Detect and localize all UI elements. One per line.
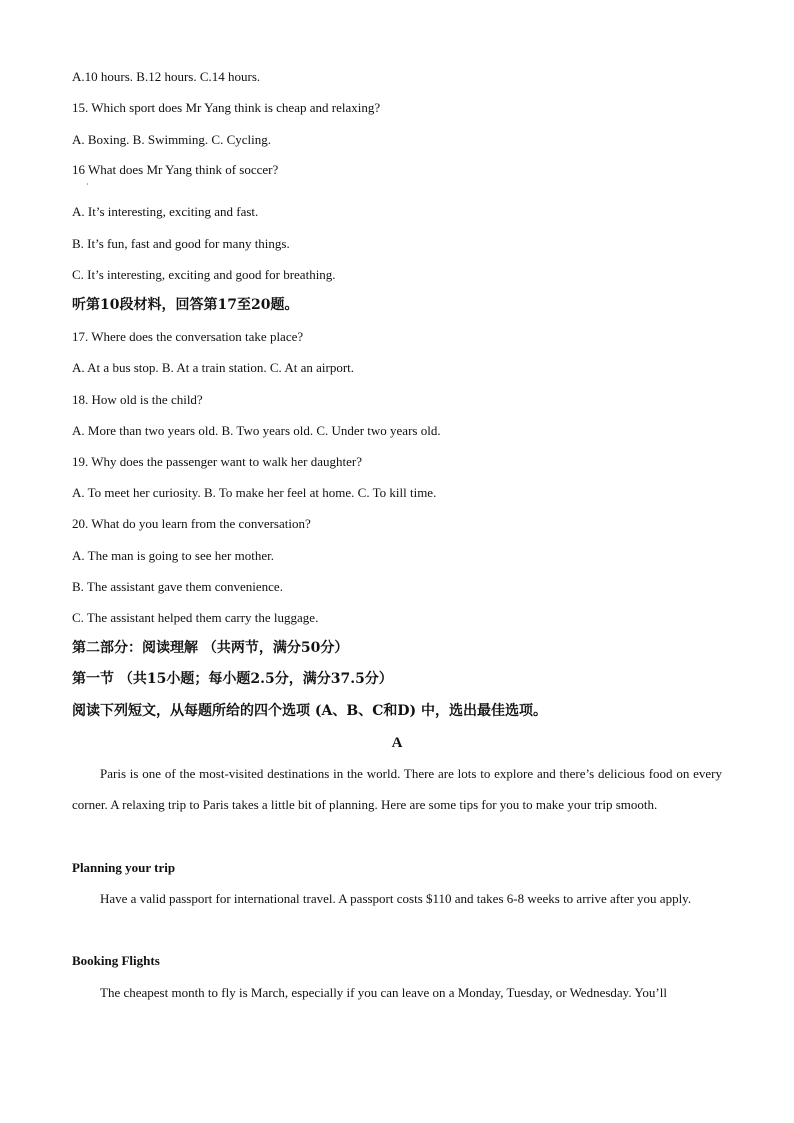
section-instruction-10: 听第10段材料，回答第17至20题。 [72,297,299,313]
q20-option-b: B. The assistant gave them convenience. [72,579,283,594]
passage-paragraph-2: Have a valid passport for international travel. A passport costs $110 and takes 6-8 weeks to arrive after you apply. [100,891,692,906]
question-20: 20. What do you learn from the conversation? [72,516,311,531]
q18-options: A. More than two years old. B. Two years old. C. Under two years old. [72,423,441,438]
q16-option-a: A. It’s interesting, exciting and fast. [72,204,259,219]
q15-options: A. Boxing. B. Swimming. C. Cycling. [72,132,271,147]
subheading-booking: Booking Flights [72,953,160,968]
section-one-heading: 第一节 （共15小题；每小题2.5分，满分37.5分） [72,671,393,687]
question-19: 19. Why does the passenger want to walk her daughter? [72,454,363,469]
q16-option-c: C. It’s interesting, exciting and good for breathing. [72,267,336,282]
q16-option-b: B. It’s fun, fast and good for many things. [72,236,290,251]
question-15: 15. Which sport does Mr Yang think is cheap and relaxing? [72,100,381,115]
question-18: 18. How old is the child? [72,392,203,407]
reading-instructions: 阅读下列短文，从每题所给的四个选项 (A、B、C和D) 中，选出最佳选项。 [72,703,547,719]
question-17: 17. Where does the conversation take place? [72,329,304,344]
q17-options: A. At a bus stop. B. At a train station. C. At an airport. [72,360,355,375]
q14-options: A.10 hours. B.12 hours. C.14 hours. [72,69,261,84]
part-two-heading: 第二部分：阅读理解 （共两节，满分50分） [72,640,349,656]
q19-options: A. To meet her curiosity. B. To make her feel at home. C. To kill time. [72,485,437,500]
passage-paragraph-3: The cheapest month to fly is March, especially if you can leave on a Monday, Tuesday, or Wednesday. You’ll [100,985,667,1000]
q20-option-c: C. The assistant helped them carry the luggage. [72,610,319,625]
subheading-planning: Planning your trip [72,860,176,875]
passage-label: A [391,735,403,751]
passage-paragraph-1: Paris is one of the most-visited destinations in the world. There are lots to explore and there’s delicious food on every corner. A relaxing trip to Paris takes a little bit of planning. Here are some tips for you to make your trip smooth. [72,766,722,812]
q20-option-a: A. The man is going to see her mother. [72,548,274,563]
question-16: 16 What does Mr Yang think of soccer? [72,162,279,177]
stray-mark: · [86,180,89,189]
